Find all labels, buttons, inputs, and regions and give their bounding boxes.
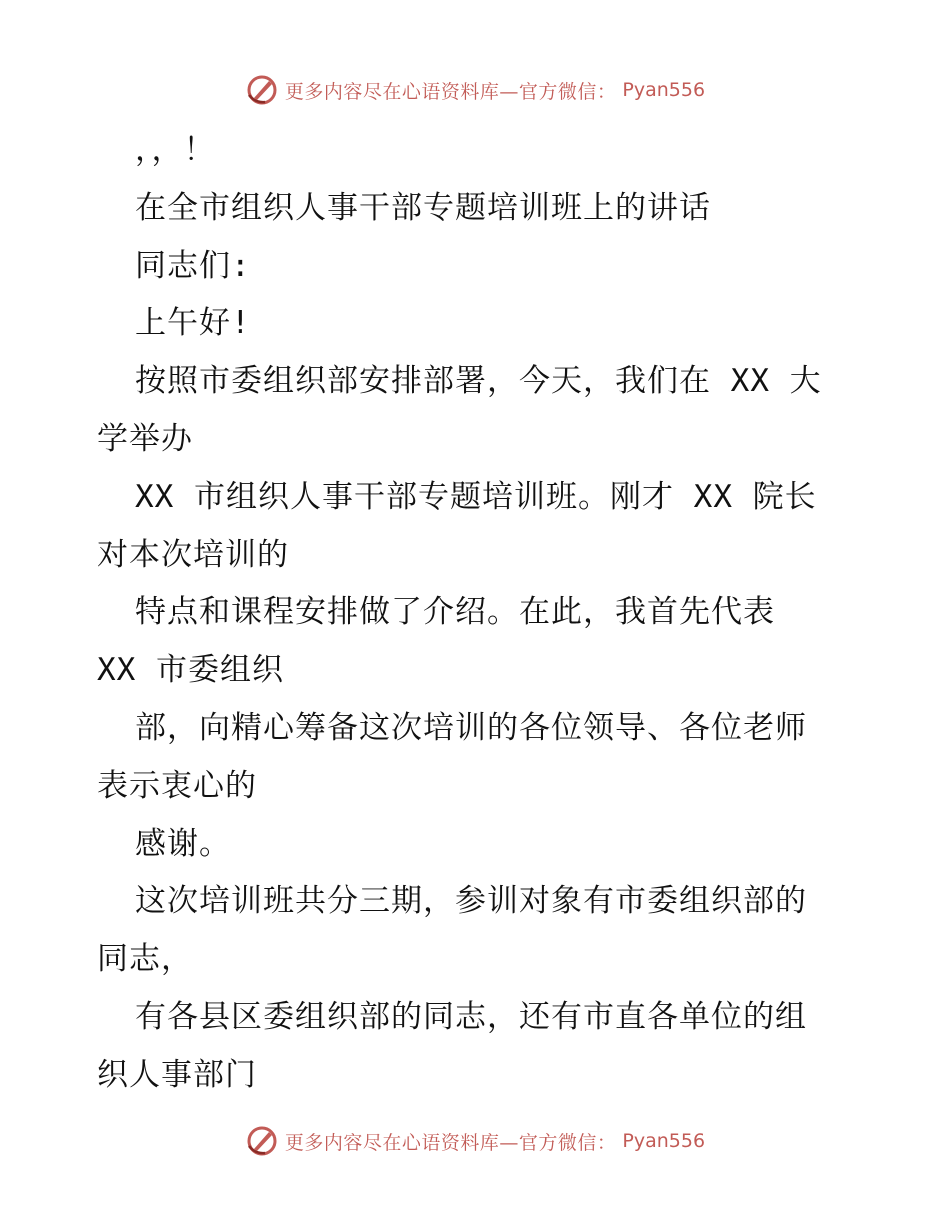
text-line: 表示衷心的	[97, 767, 257, 804]
text-line: 对本次培训的	[97, 536, 289, 573]
banner-text: 更多内容尽在心语资料库—官方微信：	[284, 80, 617, 103]
text-line: 感谢。	[135, 825, 231, 862]
text-line: 有各县区委组织部的同志，还有市直各单位的组	[135, 998, 807, 1035]
quill-pen-logo-icon	[245, 73, 279, 107]
banner-text: 更多内容尽在心语资料库—官方微信：	[284, 1131, 617, 1154]
text-line: 织人事部门	[97, 1056, 257, 1093]
footer-banner	[0, 1121, 950, 1161]
text-line: 按照市委组织部安排部署，今天，我们在 XX 大	[135, 363, 822, 400]
text-line: 学举办	[97, 420, 193, 457]
wechat-id: Pyan556	[622, 1130, 706, 1152]
document-body	[97, 122, 857, 1105]
header-banner	[0, 70, 950, 110]
text-line: 同志，	[97, 941, 193, 978]
text-line: XX 市组织人事干部专题培训班。刚才 XX 院长	[135, 478, 817, 515]
text-line: 特点和课程安排做了介绍。在此，我首先代表	[135, 594, 775, 631]
quill-pen-logo-icon	[245, 1124, 279, 1158]
wechat-id: Pyan556	[622, 79, 706, 101]
text-line: 在全市组织人事干部专题培训班上的讲话	[135, 189, 711, 226]
text-line: 这次培训班共分三期，参训对象有市委组织部的	[135, 883, 807, 920]
text-line: ，，！	[135, 132, 216, 168]
text-line: 上午好!	[135, 305, 251, 342]
text-line: 同志们:	[135, 247, 251, 284]
text-line: XX 市委组织	[97, 652, 284, 689]
text-line: 部，向精心筹备这次培训的各位领导、各位老师	[135, 709, 807, 746]
